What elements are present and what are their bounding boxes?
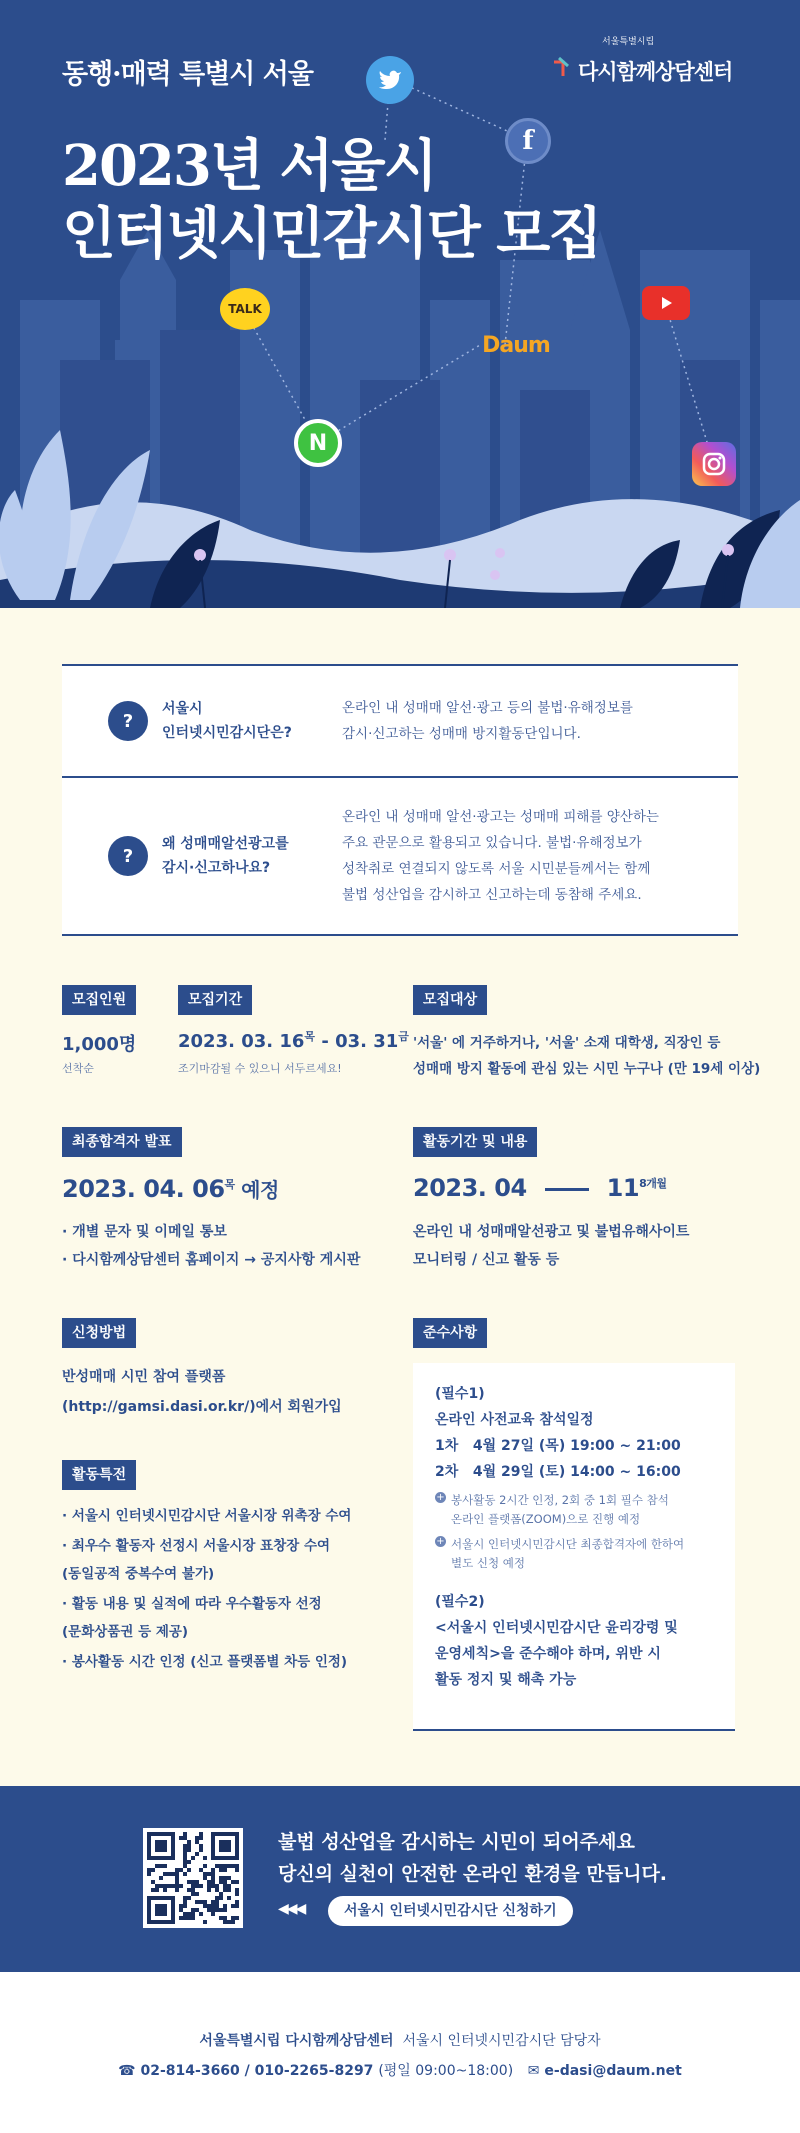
activity-months: 8개월 (639, 1177, 667, 1190)
footer-org-line (0, 2030, 800, 2050)
tag-apply: 신청방법 (62, 1318, 136, 1348)
footer-org: 서울특별시립 다시함께상담센터 (199, 2033, 394, 2049)
period-dash (545, 1188, 589, 1191)
footer-phone[interactable]: 02-814-3660 / 010-2265-8297 (140, 2063, 374, 2079)
tag-activity: 활동기간 및 내용 (413, 1127, 537, 1157)
youtube-icon (642, 286, 690, 320)
tag-rules: 준수사항 (413, 1318, 487, 1348)
question-icon: ? (108, 836, 148, 876)
title-line-1: 2023년 서울시 (62, 133, 436, 199)
period-sep: - (315, 1031, 336, 1052)
footer-email[interactable]: e-dasi@daum.net (544, 2063, 682, 2079)
rule-note-1: + 봉사활동 2시간 인정, 2회 중 1회 필수 참석 온라인 플랫폼(ZOOM)으로 진행 예정 (435, 1491, 713, 1529)
period-start: 2023. 03. 16 (178, 1031, 305, 1052)
arrow-left-icon: ◀◀◀ (278, 1901, 305, 1917)
activity-start: 2023. 04 (413, 1174, 527, 1202)
announce-list (62, 1218, 360, 1274)
info-row-why (62, 776, 738, 934)
org-name: 다시함께상담센터 (578, 60, 733, 84)
info-question: 왜 성매매알선광고를 감시·신고하나요? (162, 836, 289, 876)
footer-contact-line (0, 2060, 800, 2080)
tag-announce: 최종합격자 발표 (62, 1127, 182, 1157)
cta-banner (0, 1786, 800, 1972)
activity-period (413, 1174, 666, 1202)
facebook-icon: f (505, 118, 551, 164)
recruit-count-note: 선착순 (62, 1062, 94, 1075)
list-item: · 봉사활동 시간 인정 (신고 플랫폼별 차등 인정) (62, 1654, 348, 1670)
rule-session-2 (435, 1459, 713, 1485)
hero-banner (0, 0, 800, 608)
tag-recruit-target: 모집대상 (413, 985, 487, 1015)
footer-dept: 서울시 인터넷시민감시단 담당자 (402, 2033, 601, 2049)
session-time: 4월 27일 (목) 19:00 ~ 21:00 (472, 1438, 681, 1454)
session-label: 2차 (435, 1464, 459, 1480)
naver-icon: N (294, 419, 342, 467)
list-item: · 다시함께상담센터 홈페이지 → 공지사항 게시판 (62, 1252, 361, 1268)
list-item: · 개별 문자 및 이메일 통보 (62, 1224, 227, 1240)
info-answer: 온라인 내 성매매 알선·광고 등의 불법·유해정보를 감시·신고하는 성매매 방지활동단입니다. (342, 700, 633, 742)
email-icon: ✉ (527, 2063, 540, 2079)
list-item: · 최우수 활동자 선정시 서울시장 표창장 수여 (동일공적 중복수여 불가) (62, 1538, 331, 1582)
rule-note-2: + 서울시 인터넷시민감시단 최종합격자에 한하여 별도 신청 예정 (435, 1535, 713, 1573)
benefits-list (62, 1502, 351, 1676)
phone-icon: ☎ (118, 2063, 136, 2079)
daum-icon: Daum (482, 332, 550, 358)
announce-day: 목 (224, 1178, 235, 1191)
info-answer: 온라인 내 성매매 알선·광고는 성매매 피해를 양산하는 주요 관문으로 활용되고 있습니다. 불법·유해정보가 성착취로 연결되지 않도록 서울 시민분들께서는 함께 불법 성산업을 감시하고 신고하는데 동참해 주세요. (342, 809, 659, 903)
info-question: 서울시 인터넷시민감시단은? (162, 701, 292, 741)
twitter-icon (366, 56, 414, 104)
activity-desc: 온라인 내 성매매알선광고 및 불법유해사이트 모니터링 / 신고 활동 등 (413, 1224, 690, 1268)
activity-end: 11 (606, 1174, 640, 1202)
recruit-target-line2: 성매매 방지 활동에 관심 있는 시민 누구나 (만 19세 이상) (413, 1061, 761, 1077)
title-line-2: 인터넷시민감시단 모집 (62, 201, 601, 267)
rules-box (413, 1363, 735, 1731)
footer (0, 1972, 800, 2133)
instagram-icon (692, 442, 736, 486)
tag-recruit-period: 모집기간 (178, 985, 252, 1015)
period-end: 03. 31 (335, 1031, 399, 1052)
session-label: 1차 (435, 1438, 459, 1454)
list-item: · 서울시 인터넷시민감시단 서울시장 위촉장 수여 (62, 1508, 352, 1524)
rule-session-1 (435, 1433, 713, 1459)
info-row-what (62, 666, 738, 776)
kakaotalk-icon: TALK (220, 288, 270, 330)
rule-req1-title: 온라인 사전교육 참석일정 (435, 1412, 594, 1428)
tag-recruit-count: 모집인원 (62, 985, 136, 1015)
seoul-slogan: 동행·매력 특별시 서울 (62, 59, 313, 90)
footer-hours: (평일 09:00~18:00) (378, 2063, 514, 2079)
period-end-day: 금 (398, 1030, 409, 1043)
rule-req2: (필수2) (435, 1594, 485, 1610)
question-icon: ? (108, 701, 148, 741)
period-start-day: 목 (304, 1030, 316, 1043)
session-time: 4월 29일 (토) 14:00 ~ 16:00 (472, 1464, 681, 1480)
info-box (62, 664, 738, 936)
recruit-target-line1: '서울' 에 거주하거나, '서울' 소재 대학생, 직장인 등 (413, 1035, 721, 1051)
rule-req1: (필수1) (435, 1386, 485, 1402)
rule-req2-text: <서울시 인터넷시민감시단 윤리강령 및 운영세칙>을 준수해야 하며, 위반 시 활동 정지 및 해촉 가능 (435, 1620, 678, 1688)
announce-date-value: 2023. 04. 06 (62, 1175, 225, 1203)
recruit-period-value (178, 1028, 409, 1052)
org-prefix: 서울특별시립 (602, 37, 655, 47)
recruit-count-value: 1,000명 (62, 1034, 137, 1055)
recruit-period-note: 조기마감될 수 있으니 서두르세요! (178, 1062, 342, 1075)
list-item: · 활동 내용 및 실적에 따라 우수활동자 선정 (문화상품권 등 제공) (62, 1596, 322, 1640)
qr-code-icon[interactable] (143, 1828, 243, 1928)
apply-button[interactable]: 서울시 인터넷시민감시단 신청하기 (328, 1896, 573, 1926)
apply-desc: 반성매매 시민 참여 플랫폼 (http://gamsi.dasi.or.kr/)에서 회원가입 (62, 1369, 342, 1415)
banner-message: 불법 성산업을 감시하는 시민이 되어주세요 당신의 실천이 안전한 온라인 환경을 만듭니다. (278, 1831, 668, 1885)
announce-suffix: 예정 (234, 1178, 279, 1202)
announce-date (62, 1174, 279, 1203)
tag-benefits: 활동특전 (62, 1460, 136, 1490)
center-logo-icon (550, 54, 576, 80)
